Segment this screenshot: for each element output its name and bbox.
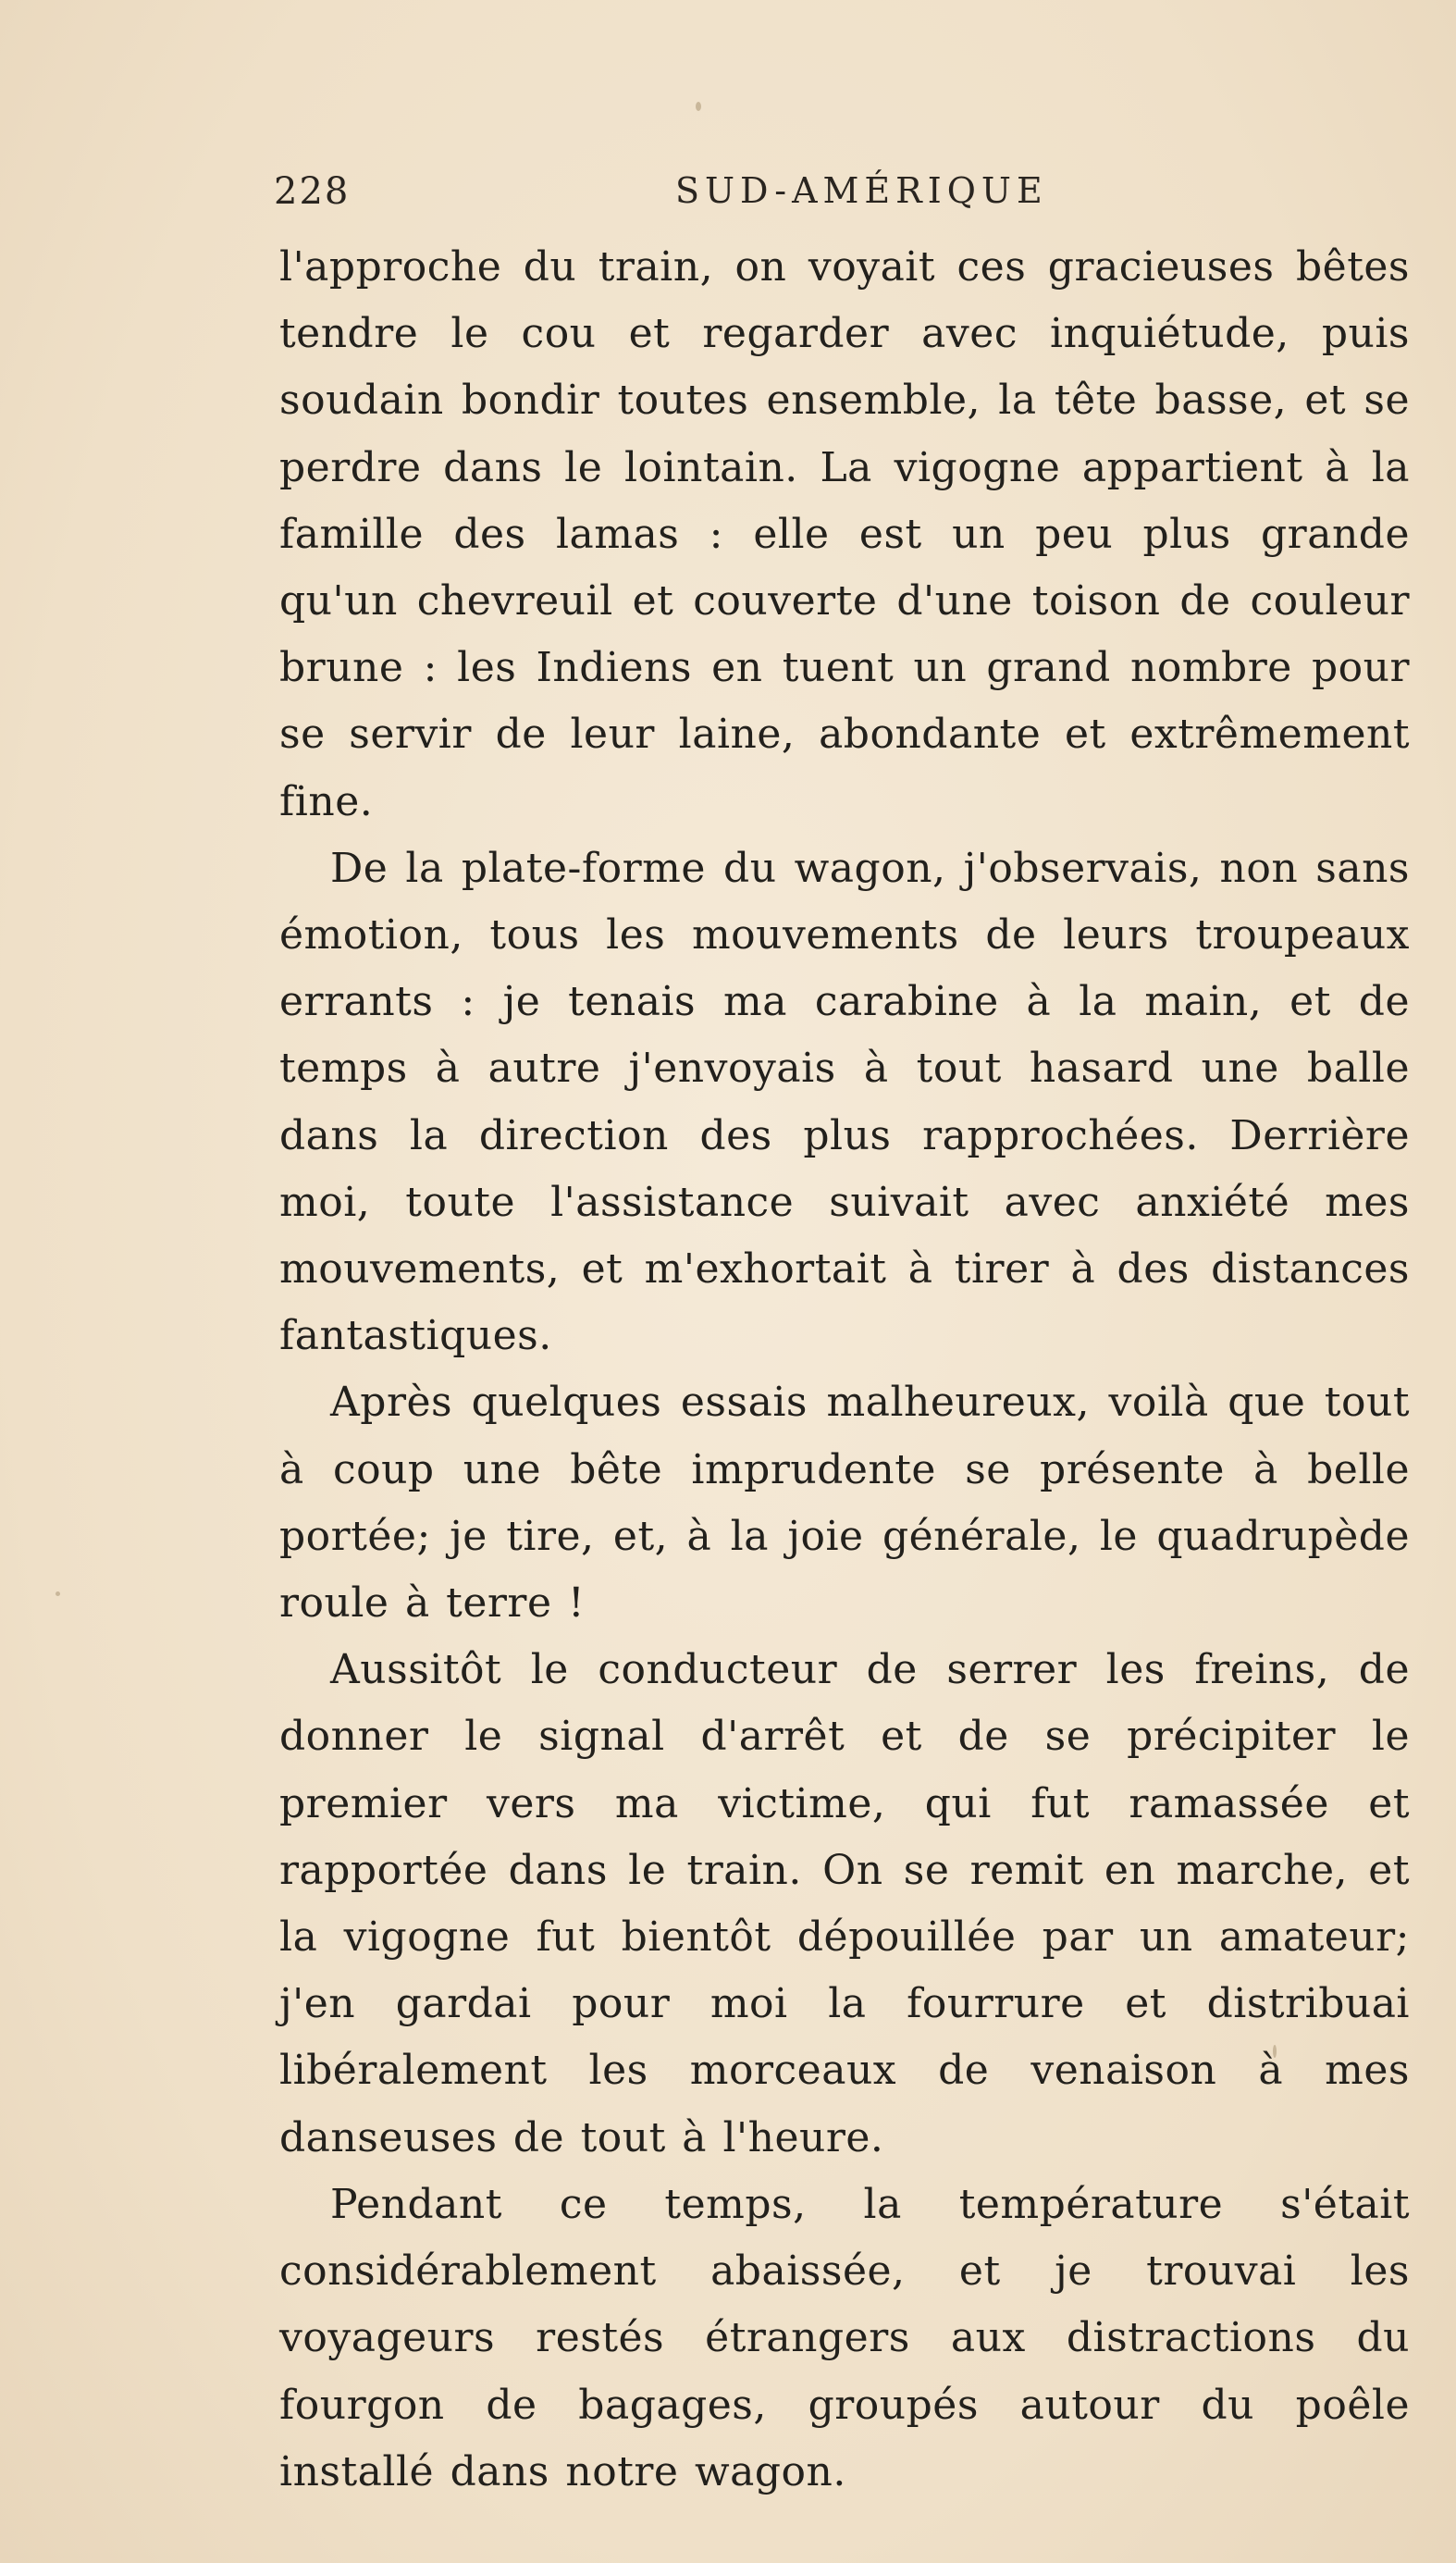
running-title: SUD-AMÉRIQUE [675, 170, 1048, 211]
paragraph-4: Aussitôt le conducteur de serrer les freins, de donner le signal d'arrêt et de se précipiter le premier vers ma victime, qui fut ramassée et rapportée dans le train. On se remit en marche, et la vigogne fut bientôt dépouillée par un amateur; j'en gardai pour moi la fourrure et distribuai libéralement les morceaux de venaison à mes danseuses de tout à l'heure. [279, 1646, 1410, 2161]
body-text [279, 234, 1410, 2506]
paragraph-3: Après quelques essais malheureux, voilà que tout à coup une bête imprudente se présente à belle portée; je tire, et, à la joie générale, le quadrupède roule à terre ! [279, 1379, 1410, 1628]
paragraph-5: Pendant ce temps, la température s'était considérablement abaissée, et je trouvai les voyageurs restés étrangers aux distractions du fourgon de bagages, groupés autour du poêle installé dans notre wagon. [279, 2180, 1410, 2495]
page-number: 228 [274, 170, 351, 213]
paragraph-1: l'approche du train, on voyait ces gracieuses bêtes tendre le cou et regarder avec inquiétude, puis soudain bondir toutes ensemble, la tête basse, et se perdre dans le lointain. La vigogne appartient à la famille des lamas : elle est un peu plus grande qu'un chevreuil et couverte d'une toison de couleur brune : les Indiens en tuent un grand nombre pour se servir de leur laine, abondante et extrêmement fine. [279, 243, 1410, 825]
paper-speck [56, 1591, 60, 1596]
page-header [0, 165, 1456, 220]
paragraph-2: De la plate-forme du wagon, j'observais, non sans émotion, tous les mouvements de leurs troupeaux errants : je tenais ma carabine à la main, et de temps à autre j'envoyais à tout hasard une balle dans la direction des plus rapprochées. Derrière moi, toute l'assistance suivait avec anxiété mes mouvements, et m'exhortait à tirer à des distances fantastiques. [279, 844, 1410, 1360]
paper-speck [696, 102, 701, 111]
